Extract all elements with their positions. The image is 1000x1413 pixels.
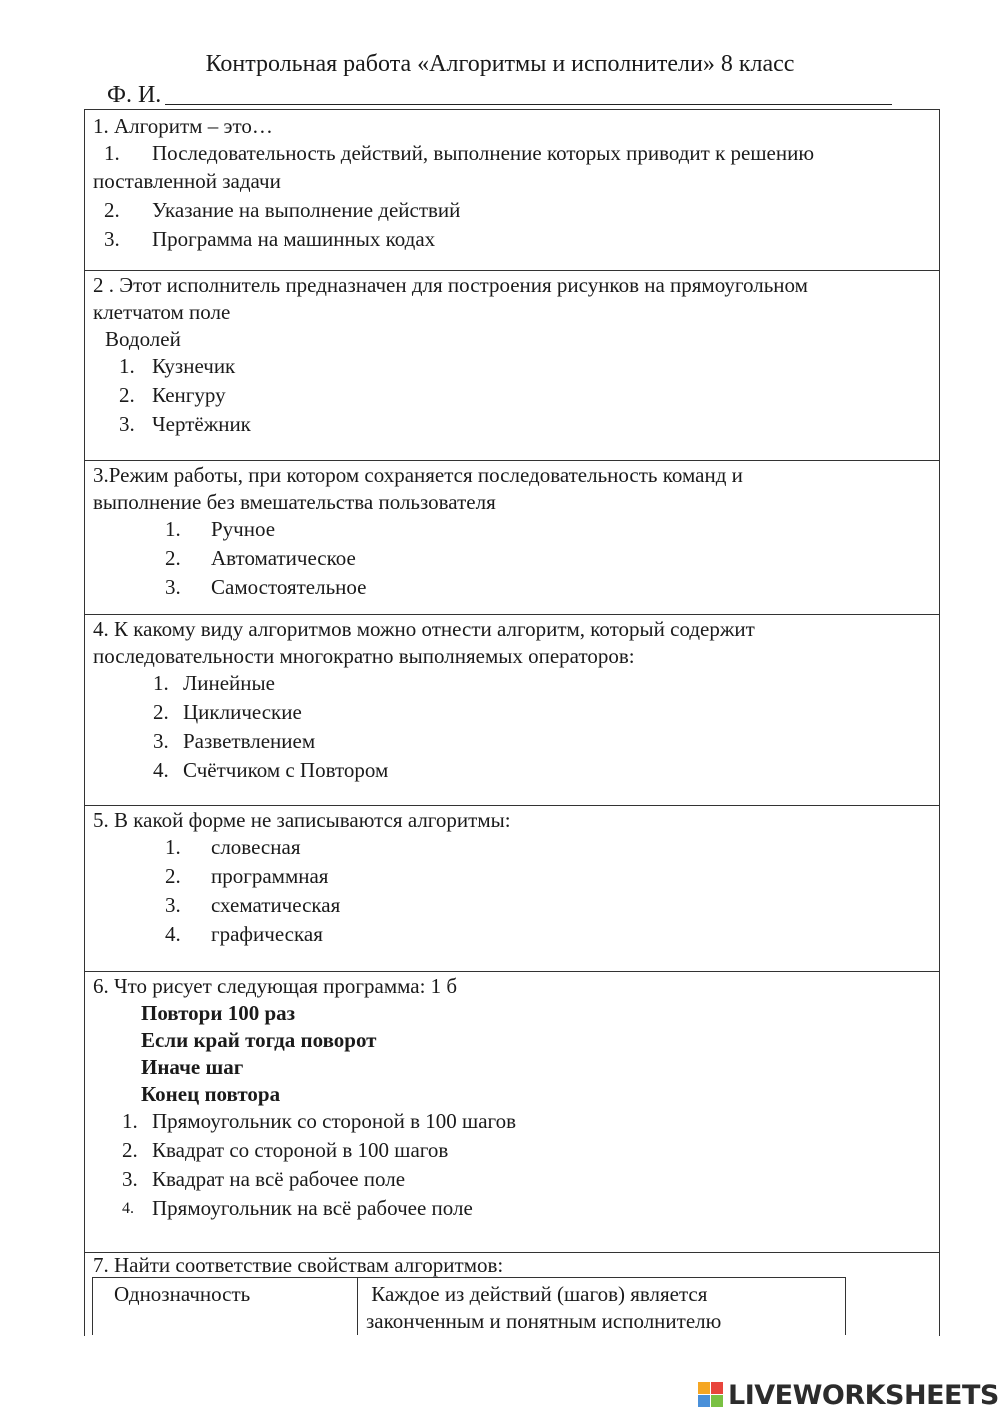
option-num: 3.	[104, 227, 120, 251]
option-num: 1.	[165, 835, 181, 859]
logo-square	[698, 1395, 710, 1407]
option-num: 1.	[122, 1109, 138, 1133]
option-text: словесная	[211, 835, 301, 859]
option-num: 1.	[104, 141, 120, 165]
option-text: программная	[211, 864, 329, 888]
question-4-text: 4. К какому виду алгоритмов можно отнести алгоритм, который содержит	[93, 617, 755, 641]
program-line: Иначе шаг	[141, 1055, 244, 1079]
option-num: 1.	[165, 517, 181, 541]
option-text: Самостоятельное	[211, 575, 367, 599]
option-num: 1.	[153, 671, 169, 695]
question-2-text: 2 . Этот исполнитель предназначен для построения рисунков на прямоугольном	[93, 273, 808, 297]
question-1-text: 1. Алгоритм – это…	[93, 114, 273, 138]
option-num: 3.	[153, 729, 169, 753]
option-num: 1.	[119, 354, 135, 378]
property-cell[interactable]: Однозначность	[114, 1282, 251, 1306]
option-text: Автоматическое	[211, 546, 356, 570]
logo-square	[698, 1382, 710, 1394]
option-text: Чертёжник	[152, 412, 251, 436]
option-num: 3.	[122, 1167, 138, 1191]
question-2-extra: Водолей	[105, 327, 181, 351]
question-3-text: 3.Режим работы, при котором сохраняется последовательность команд и	[93, 463, 743, 487]
matching-table-divider	[357, 1277, 358, 1335]
option-num: 2.	[165, 546, 181, 570]
option-num: 3.	[119, 412, 135, 436]
option-num: 2.	[153, 700, 169, 724]
option-text: Линейные	[183, 671, 275, 695]
question-6-text: 6. Что рисует следующая программа: 1 б	[93, 974, 458, 998]
option-text: Кузнечик	[152, 354, 236, 378]
option-text: Программа на машинных кодах	[152, 227, 436, 251]
logo-square	[711, 1395, 723, 1407]
fio-label: Ф. И.	[107, 82, 162, 108]
definition-cell-cont[interactable]: законченным и понятным исполнителю	[366, 1309, 722, 1333]
option-text: схематическая	[211, 893, 341, 917]
option-text: графическая	[211, 922, 323, 946]
logo-text: LIVEWORKSHEETS	[728, 1379, 999, 1411]
option-num: 2.	[119, 383, 135, 407]
option-num: 4.	[165, 922, 181, 946]
option-text: Последовательность действий, выполнение которых приводит к решению	[152, 141, 815, 165]
option-num: 2.	[122, 1138, 138, 1162]
option-text: Квадрат на всё рабочее поле	[152, 1167, 406, 1191]
question-4-text-cont: последовательности многократно выполняемых операторов:	[93, 644, 635, 668]
logo-icon	[698, 1382, 724, 1408]
question-5-text: 5. В какой форме не записываются алгоритмы:	[93, 808, 511, 832]
option-num: 2.	[104, 198, 120, 222]
option-text: Прямоугольник на всё рабочее поле	[152, 1196, 473, 1220]
question-7-text: 7. Найти соответствие свойствам алгоритмов:	[93, 1253, 504, 1277]
option-text: Разветвлением	[183, 729, 316, 753]
option-text: Счётчиком с Повтором	[183, 758, 389, 782]
option-num: 4.	[153, 758, 169, 782]
question-2-text-cont: клетчатом поле	[93, 300, 231, 324]
option-num: 3.	[165, 893, 181, 917]
question-3-text-cont: выполнение без вмешательства пользователя	[93, 490, 496, 514]
option-text: Циклические	[183, 700, 302, 724]
program-line: Если край тогда поворот	[141, 1028, 377, 1052]
option-num: 2.	[165, 864, 181, 888]
question-1-text-cont: поставленной задачи	[93, 169, 281, 193]
option-text: Кенгуру	[152, 383, 226, 407]
option-text: Ручное	[211, 517, 276, 541]
liveworksheets-logo	[698, 1379, 999, 1411]
option-text: Квадрат со стороной в 100 шагов	[152, 1138, 449, 1162]
definition-cell[interactable]: Каждое из действий (шагов) является	[366, 1282, 708, 1306]
program-line: Повтори 100 раз	[141, 1001, 296, 1025]
option-text: Указание на выполнение действий	[152, 198, 461, 222]
fio-input-line[interactable]	[165, 104, 892, 105]
program-line: Конец повтора	[141, 1082, 281, 1106]
page-title: Контрольная работа «Алгоритмы и исполнители» 8 класс	[205, 51, 795, 77]
option-num: 4.	[122, 1200, 134, 1217]
logo-square	[711, 1382, 723, 1394]
option-text: Прямоугольник со стороной в 100 шагов	[152, 1109, 517, 1133]
option-num: 3.	[165, 575, 181, 599]
